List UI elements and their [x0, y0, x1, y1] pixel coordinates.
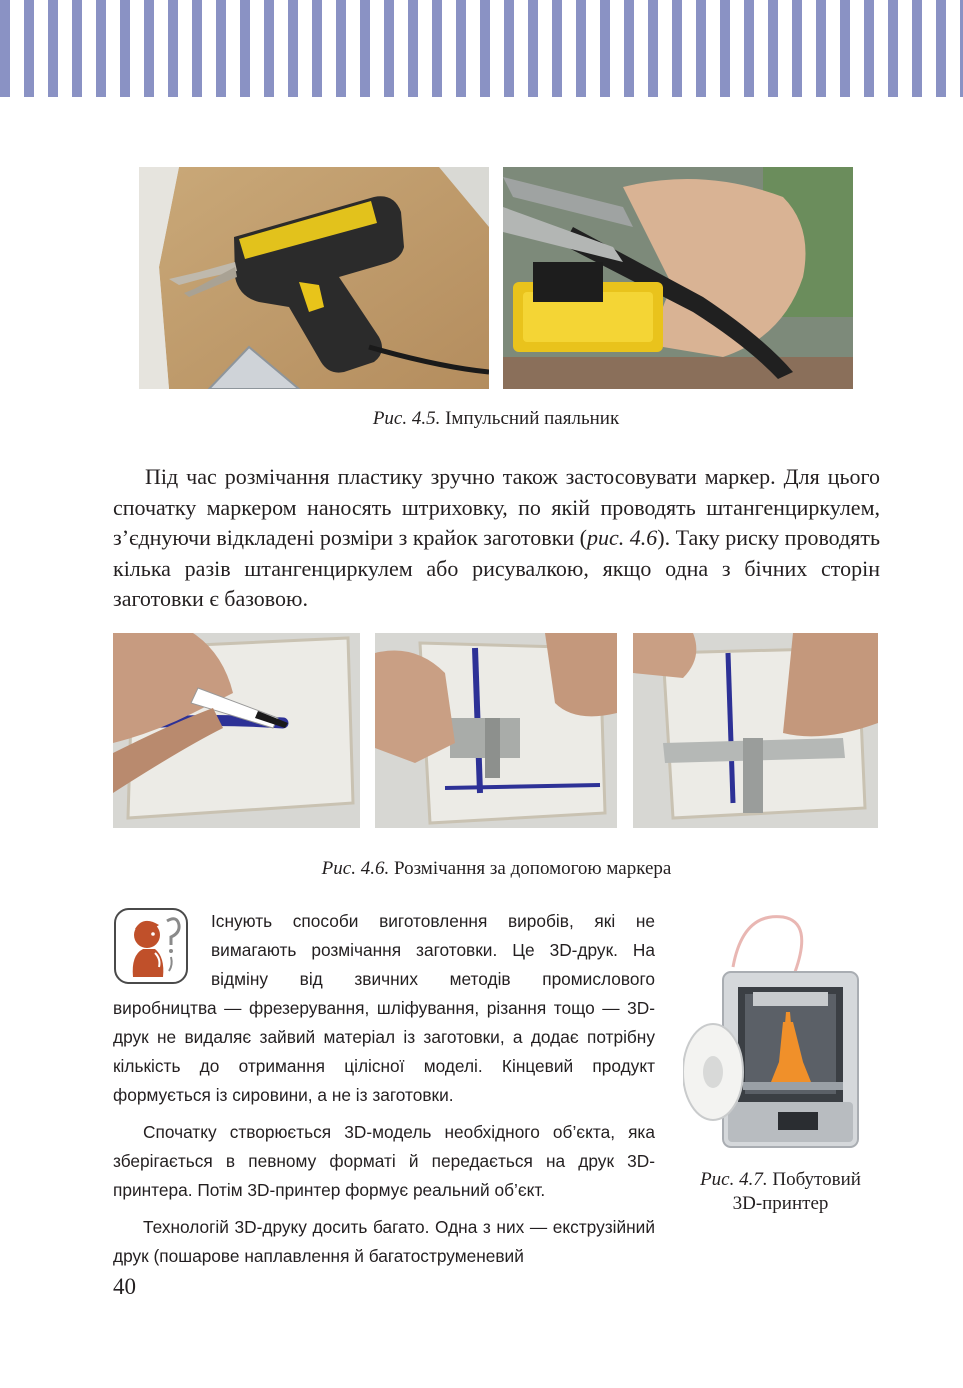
- header-stripes: [0, 0, 963, 97]
- figure-4-5-caption: [139, 408, 853, 430]
- body-paragraph: [113, 462, 880, 615]
- photo-caliper-measuring: [633, 633, 878, 828]
- page-number: 40: [113, 1274, 136, 1299]
- body-paragraph-part2: ). Таку риску проводять кілька разів штангенциркулем або рисувалкою, якщо одна з бічних сторін заготовки є базовою.: [113, 525, 881, 611]
- photo-soldering-gun: [139, 167, 489, 389]
- sidebar-paragraph-3: Технологій 3D-друку досить багато. Одна з них — екструзійний друк (пошарове наплавлення й багатоструменевий: [113, 1217, 655, 1266]
- figure-4-7-text-line1: Побутовий: [772, 1169, 861, 1190]
- sidebar-paragraph-1: Існують способи виготовлення виробів, які не вимагають розмічання заготовки. Це 3D-друк. На відміну від звичних методів промислового виробництва — фрезерування, шліфування, різання тощо — 3D-друк не видаляє зайвий матеріал із заготовки, а додає потрібну кількість до отримання цілісної моделі. Кінцевий продукт формується із сировини, а не із заготовки.: [113, 911, 655, 1105]
- figure-4-5-number: Рис. 4.5.: [372, 408, 441, 429]
- figure-4-7-caption: [683, 1168, 878, 1216]
- thinking-person-question-icon: [113, 907, 205, 989]
- figure-4-6-text: Розмічання за допомогою маркера: [393, 858, 672, 879]
- sidebar-text-block: [113, 907, 655, 1279]
- figure-4-5-text: Імпульсний паяльник: [445, 408, 620, 429]
- photo-caliper-scribing: [375, 633, 617, 828]
- photo-soldering-closeup: [503, 167, 853, 389]
- figure-4-7-number: Рис. 4.7.: [700, 1169, 768, 1190]
- photo-3d-printer: [683, 912, 878, 1162]
- figure-4-6-number: Рис. 4.6.: [321, 858, 390, 879]
- photo-marker-hatching: [113, 633, 360, 828]
- figure-4-7-text-line2: 3D-принтер: [732, 1193, 829, 1214]
- body-paragraph-part1: Під час розмічання пластику зручно також застосовувати маркер. Для цього спочатку маркером наносять штриховку, по якій проводять штангенциркулем, з’єднуючи відкладені розміри з крайок заготовки (: [113, 464, 880, 550]
- figure-4-6-caption: [113, 858, 880, 880]
- sidebar-paragraph-2: Спочатку створюється 3D-модель необхідного об’єкта, яка зберігається в певному форматі й передається на друк 3D-принтера. Потім 3D-принтер формує реальний об’єкт.: [113, 1122, 655, 1200]
- body-paragraph-ref: рис. 4.6: [586, 525, 658, 550]
